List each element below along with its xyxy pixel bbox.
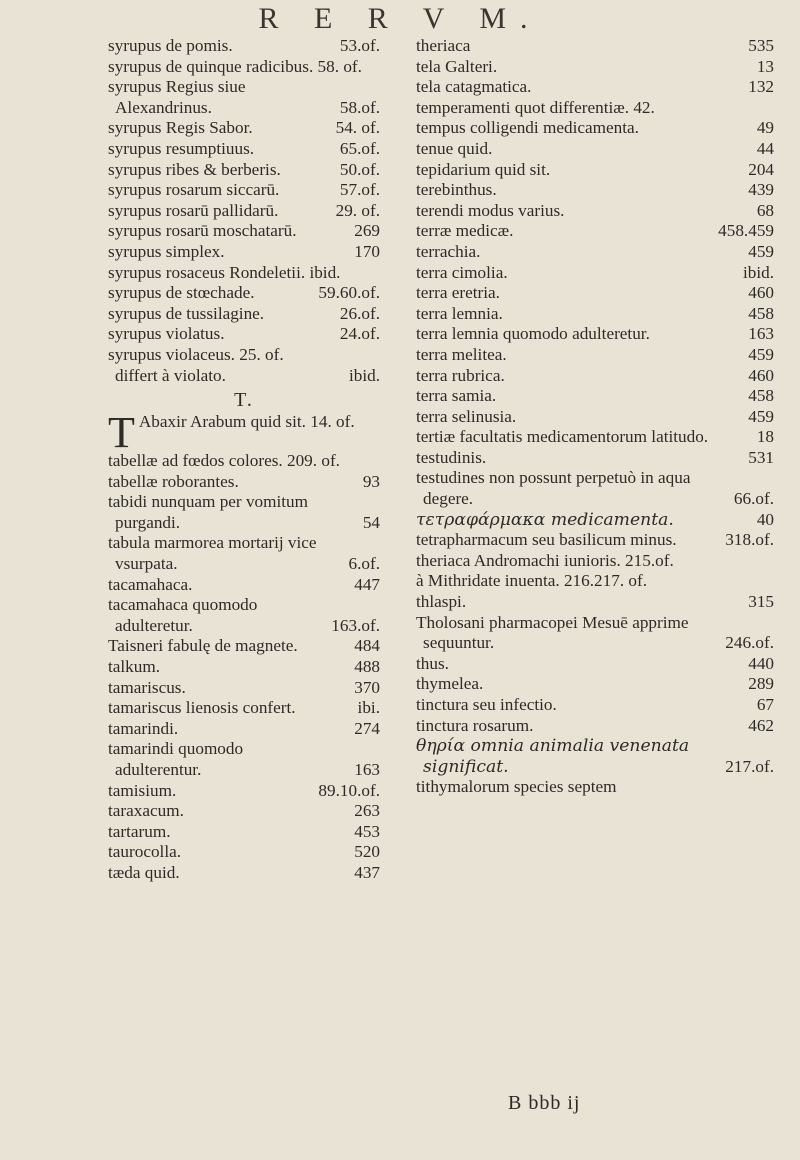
entry-term: syrupus violatus. <box>108 324 225 344</box>
entry-page-ref: 437 <box>354 862 380 882</box>
entry-term: tacamahaca quomodo adulteretur. <box>108 595 258 635</box>
entry-term: taraxacum. <box>108 801 184 821</box>
index-entry <box>416 242 774 263</box>
entry-term: tertiæ facultatis medicamentorum latitudo. <box>416 427 709 447</box>
index-entry <box>416 201 774 222</box>
entry-term: thus. <box>416 653 449 673</box>
index-entry <box>416 180 774 201</box>
entry-term: syrupus rosaceus Rondeletii. ibid. <box>108 262 341 282</box>
entry-term: Tholosani pharmacopei Mesuē apprime sequuntur. <box>416 612 689 653</box>
entry-page-ref: 54 <box>362 512 380 532</box>
entry-page-ref: 204 <box>748 159 774 179</box>
entry-page-ref: 459 <box>748 344 774 364</box>
entry-term: terendi modus varius. <box>416 200 565 220</box>
index-entry <box>416 77 774 98</box>
index-entry <box>108 719 380 740</box>
entry-page-ref: 263 <box>354 801 380 821</box>
index-entry <box>416 613 774 654</box>
entry-term: terebinthus. <box>416 180 497 200</box>
index-entry <box>108 657 380 678</box>
index-entry <box>108 636 380 657</box>
entry-term: syrupus de pomis. <box>108 36 233 55</box>
entry-term: theriaca <box>416 36 471 55</box>
entry-page-ref: ibi. <box>357 698 380 718</box>
index-entry <box>416 263 774 284</box>
entry-term: tithymalorum species septem <box>416 777 617 797</box>
entry-term: syrupus rosarū moschatarū. <box>108 221 297 241</box>
index-entry <box>416 736 774 777</box>
index-entry <box>416 407 774 428</box>
index-entry <box>108 739 380 780</box>
left-column <box>108 36 380 884</box>
index-entry <box>108 698 380 719</box>
index-entry <box>108 595 380 636</box>
entry-page-ref: 26.of. <box>339 303 380 323</box>
entry-page-ref: 458.459 <box>718 221 774 241</box>
entry-page-ref: 6.of. <box>348 554 380 574</box>
index-entry <box>108 180 380 201</box>
index-entry <box>416 592 774 613</box>
entry-page-ref: 163 <box>354 760 380 779</box>
drop-cap: T <box>108 408 135 458</box>
entry-term: tamariscus. <box>108 677 186 697</box>
index-entry <box>108 345 380 386</box>
index-entry <box>108 118 380 139</box>
index-entry <box>108 57 380 78</box>
index-entry <box>416 324 774 345</box>
entry-page-ref: 53.of. <box>339 36 380 55</box>
entry-term: terra melitea. <box>416 344 507 364</box>
entry-page-ref: 453 <box>354 821 380 841</box>
entry-page-ref: 370 <box>354 677 380 697</box>
entry-term: tenue quid. <box>416 138 493 158</box>
index-entry <box>108 451 380 472</box>
entry-page-ref: 29. of. <box>335 200 380 220</box>
index-entry <box>108 492 380 533</box>
entry-term: terra lemnia quomodo adulteretur. <box>416 324 650 344</box>
entry-page-ref: 57.of. <box>339 180 380 200</box>
entry-term: τετραφάρμακα medicamenta. <box>416 509 674 530</box>
index-entry <box>416 160 774 181</box>
entry-page-ref: 93 <box>362 471 380 491</box>
entry-page-ref: 289 <box>748 674 774 694</box>
entry-page-ref: 439 <box>748 180 774 200</box>
entry-page-ref: 50.of. <box>339 159 380 179</box>
entry-term: syrupus ribes & berberis. <box>108 159 281 179</box>
index-entry <box>108 324 380 345</box>
entry-term: thlaspi. <box>416 592 467 612</box>
entry-page-ref: 318.of. <box>725 530 774 550</box>
entry-term: syrupus de tussilagine. <box>108 303 265 323</box>
entry-page-ref: 460 <box>748 283 774 303</box>
entry-page-ref: 488 <box>354 657 380 677</box>
index-entry <box>416 345 774 366</box>
entry-page-ref: 460 <box>748 365 774 385</box>
entry-term: tacamahaca. <box>108 574 193 594</box>
index-entry <box>416 674 774 695</box>
entry-page-ref: ibid. <box>348 365 380 385</box>
entry-term: taurocolla. <box>108 842 182 862</box>
entry-page-ref: 89.10.of. <box>318 780 380 800</box>
entry-term: terræ medicæ. <box>416 221 514 241</box>
entry-term: terra samia. <box>416 386 497 406</box>
left-entries-s <box>108 36 380 386</box>
index-entry <box>108 801 380 822</box>
running-header: R E R V M. <box>258 2 542 35</box>
index-entry <box>108 201 380 222</box>
index-entry <box>108 36 380 57</box>
index-entry <box>108 242 380 263</box>
index-entry <box>416 386 774 407</box>
entry-page-ref: 484 <box>354 636 380 656</box>
entry-page-ref: 58.of. <box>339 97 380 117</box>
entry-term: syrupus simplex. <box>108 241 225 261</box>
entry-term: terra lemnia. <box>416 303 503 323</box>
entry-page-ref: 132 <box>748 77 774 97</box>
entry-page-ref: 217.of. <box>725 756 774 776</box>
entry-page-ref: ibid. <box>742 262 774 282</box>
index-entry <box>108 263 380 284</box>
entry-page-ref: 531 <box>748 447 774 467</box>
entry-page-ref: 535 <box>748 36 774 55</box>
entry-term: terrachia. <box>416 241 481 261</box>
index-entry <box>416 654 774 675</box>
entry-term: theriaca Andromachi iunioris. 215.of. <box>416 550 674 570</box>
right-column <box>416 36 774 798</box>
entry-term: tela Galteri. <box>416 56 498 76</box>
index-entry <box>416 510 774 531</box>
entry-term: tela catagmatica. <box>416 77 532 97</box>
index-entry <box>108 842 380 863</box>
index-entry <box>108 575 380 596</box>
index-entry <box>416 139 774 160</box>
entry-page-ref: 274 <box>354 718 380 738</box>
entry-term: tetrapharmacum seu basilicum minus. <box>416 530 677 550</box>
entry-term: à Mithridate inuenta. 216.217. of. <box>416 571 648 591</box>
entry-page-ref: 520 <box>354 842 380 862</box>
index-entry <box>108 678 380 699</box>
entry-page-ref: 54. of. <box>335 118 380 138</box>
entry-page-ref: 315 <box>748 592 774 612</box>
entry-page-ref: 447 <box>354 574 380 594</box>
index-entry <box>108 160 380 181</box>
right-entries <box>416 36 774 798</box>
entry-page-ref: 44 <box>756 138 774 158</box>
index-entry <box>416 221 774 242</box>
index-entry <box>108 221 380 242</box>
entry-term: tabellæ ad fœdos colores. 209. of. <box>108 451 340 471</box>
entry-page-ref: 65.of. <box>339 138 380 158</box>
initial-entry-text: Abaxir Arabum quid sit. 14. of. <box>138 412 355 432</box>
entry-page-ref: 40 <box>756 509 774 529</box>
section-letter: T. <box>234 389 254 412</box>
index-entry <box>416 468 774 509</box>
index-entry <box>416 427 774 448</box>
entry-term: syrupus violaceus. 25. of. differt à violato. <box>108 344 284 385</box>
entry-term: tinctura rosarum. <box>416 715 534 735</box>
entry-term: tamarindi. <box>108 718 179 738</box>
left-entries-t <box>108 451 380 883</box>
index-entry <box>108 304 380 325</box>
entry-page-ref: 458 <box>748 303 774 323</box>
entry-term: tamarindi quomodo adulterentur. <box>108 739 244 779</box>
entry-term: tinctura seu infectio. <box>416 695 557 714</box>
entry-page-ref: 170 <box>354 241 380 261</box>
index-entry <box>416 118 774 139</box>
index-entry <box>108 822 380 843</box>
entry-page-ref: 269 <box>354 221 380 241</box>
index-entry <box>416 98 774 119</box>
entry-term: syrupus de quinque radicibus. 58. of. <box>108 56 362 76</box>
entry-term: syrupus de stœchade. <box>108 283 255 303</box>
index-entry <box>416 283 774 304</box>
entry-page-ref: 459 <box>748 241 774 261</box>
entry-term: tabidi nunquam per vomitum purgandi. <box>108 492 309 532</box>
index-entry <box>416 448 774 469</box>
entry-term: terra selinusia. <box>416 406 517 426</box>
entry-term: tartarum. <box>108 821 171 841</box>
entry-term: terra cimolia. <box>416 262 508 282</box>
entry-page-ref: 163 <box>748 324 774 344</box>
entry-page-ref: 67 <box>756 695 774 714</box>
index-entry <box>416 551 774 572</box>
entry-term: tabellæ roborantes. <box>108 471 239 491</box>
entry-term: syrupus Regis Sabor. <box>108 118 253 138</box>
entry-page-ref: 13 <box>756 56 774 76</box>
index-entry <box>416 695 774 716</box>
index-entry <box>416 366 774 387</box>
entry-page-ref: 24.of. <box>339 324 380 344</box>
entry-term: tabula marmorea mortarij vice vsurpata. <box>108 533 317 574</box>
entry-page-ref: 459 <box>748 406 774 426</box>
entry-term: tæda quid. <box>108 862 180 882</box>
entry-term: syrupus resumptiuus. <box>108 138 255 158</box>
entry-term: tepidarium quid sit. <box>416 159 551 179</box>
entry-term: syrupus rosarum siccarū. <box>108 180 280 200</box>
entry-term: syrupus rosarū pallidarū. <box>108 200 279 220</box>
index-entry <box>416 571 774 592</box>
signature-mark: B bbb ij <box>508 1092 581 1114</box>
entry-term: testudines non possunt perpetuò in aqua degere. <box>416 468 691 509</box>
entry-page-ref: 18 <box>756 427 774 447</box>
index-entry <box>416 57 774 78</box>
entry-page-ref: 458 <box>748 386 774 406</box>
entry-term: tamariscus lienosis confert. <box>108 698 296 718</box>
initial-entry <box>108 408 380 458</box>
entry-term: Taisneri fabulę de magnete. <box>108 636 298 656</box>
index-entry <box>108 77 380 118</box>
index-entry <box>416 777 774 798</box>
entry-page-ref: 163.of. <box>331 615 380 635</box>
entry-term: syrupus Regius siue Alexandrinus. <box>108 77 246 117</box>
index-entry <box>108 781 380 802</box>
index-entry <box>416 530 774 551</box>
index-entry <box>416 716 774 737</box>
index-entry <box>416 36 774 57</box>
entry-term: tamisium. <box>108 780 177 800</box>
entry-term: temperamenti quot differentiæ. 42. <box>416 97 655 117</box>
entry-term: θηρία omnia animalia venenata significat. <box>416 736 690 777</box>
entry-term: talkum. <box>108 657 161 677</box>
index-entry <box>108 283 380 304</box>
index-entry <box>108 533 380 574</box>
entry-page-ref: 462 <box>748 715 774 735</box>
entry-term: thymelea. <box>416 674 484 694</box>
entry-term: terra rubrica. <box>416 365 505 385</box>
index-entry <box>416 304 774 325</box>
entry-term: tempus colligendi medicamenta. <box>416 118 639 138</box>
index-entry <box>108 139 380 160</box>
entry-page-ref: 246.of. <box>725 633 774 653</box>
entry-page-ref: 68 <box>756 200 774 220</box>
entry-page-ref: 440 <box>748 653 774 673</box>
index-entry <box>108 863 380 884</box>
entry-page-ref: 66.of. <box>733 489 774 509</box>
entry-page-ref: 49 <box>756 118 774 138</box>
entry-page-ref: 59.60.of. <box>318 283 380 303</box>
index-entry <box>108 472 380 493</box>
entry-term: testudinis. <box>416 447 487 467</box>
entry-term: terra eretria. <box>416 283 500 303</box>
